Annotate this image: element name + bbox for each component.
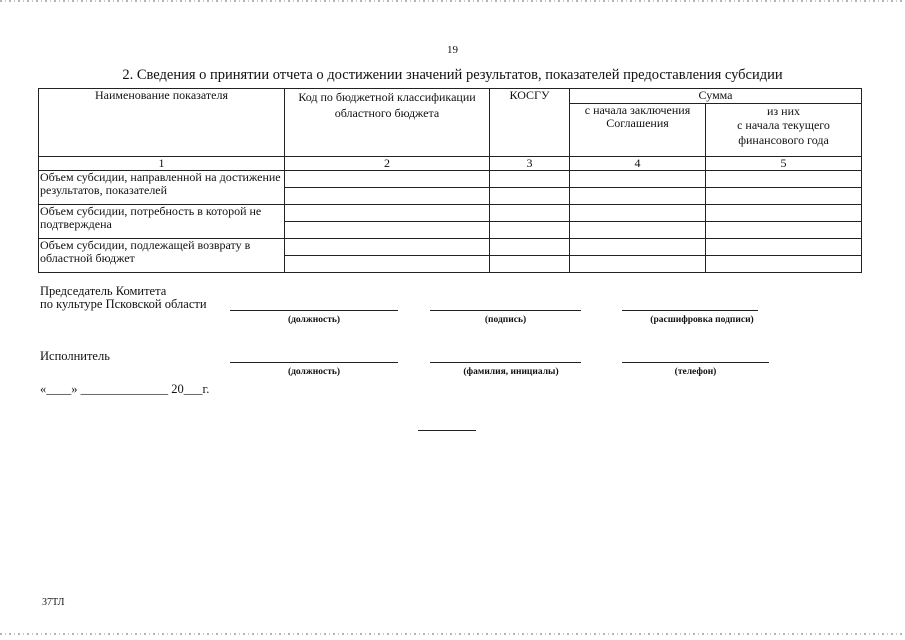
table-cell [706,205,862,222]
table-cell [706,222,862,239]
table-cell [285,205,490,222]
header-of-which: из них [767,104,801,118]
table-cell [706,256,862,273]
table-cell [570,256,706,273]
caption-executor-phone: (телефон) [674,367,717,377]
table-row [39,171,862,188]
table-cell [570,205,706,222]
table-cell [570,188,706,205]
caption-position: (должность) [287,315,341,325]
chairman-title-line1: Председатель Комитета [40,284,167,298]
column-number: 4 [570,157,706,171]
table-cell [490,205,570,222]
table-cell [570,171,706,188]
header-kosgu: КОСГУ [490,89,570,157]
table-cell [570,239,706,256]
row-label: Объем субсидии, подлежащей возврату в областной бюджет [39,239,285,273]
table-cell [570,222,706,239]
table-cell [706,239,862,256]
chairman-title-line2: по культуре Псковской области [40,297,207,311]
header-since-fiscal-year [706,104,862,157]
report-table [38,88,862,273]
end-divider [418,430,476,431]
table-cell [490,188,570,205]
section-title: 2. Сведения о принятии отчета о достижении значений результатов, показателей предоставления субсидии [122,67,783,83]
row-label: Объем субсидии, потребность в которой не подтверждена [39,205,285,239]
table-cell [706,188,862,205]
header-indicator-name: Наименование показателя [39,89,285,157]
table-cell [285,171,490,188]
caption-signature: (подпись) [484,315,527,325]
header-budget-code: Код по бюджетной классификации областного бюджета [285,89,490,157]
table-row [39,239,862,256]
signature-decoding-line [622,310,758,311]
caption-executor-name: (фамилия, инициалы) [463,367,559,377]
scan-artifact-bottom [0,633,905,635]
executor-position-line [230,362,398,363]
document-code: 37ТЛ [42,597,65,608]
table-cell [285,256,490,273]
executor-label: Исполнитель [40,349,110,363]
table-row [39,205,862,222]
table-cell [490,239,570,256]
column-number: 3 [490,157,570,171]
row-label: Объем субсидии, направленной на достижение результатов, показателей [39,171,285,205]
header-since-agreement: с начала заключения Соглашения [570,104,706,157]
column-number: 2 [285,157,490,171]
scan-artifact-top [0,0,905,2]
table-cell [490,222,570,239]
table-cell [285,188,490,205]
column-number: 5 [706,157,862,171]
position-signature-line [230,310,398,311]
table-cell [490,171,570,188]
executor-name-line [430,362,581,363]
table-cell [490,256,570,273]
page-number: 19 [447,44,458,56]
table-cell [706,171,862,188]
date-line: «____» ______________ 20___г. [40,382,210,396]
table-cell [285,222,490,239]
signature-line [430,310,581,311]
caption-executor-position: (должность) [287,367,341,377]
header-fiscal-year-label: с начала текущего финансового года [737,118,830,147]
header-sum: Сумма [570,89,862,104]
table-cell [285,239,490,256]
caption-signature-decoding: (расшифровка подписи) [650,315,754,325]
column-number: 1 [39,157,285,171]
executor-phone-line [622,362,769,363]
